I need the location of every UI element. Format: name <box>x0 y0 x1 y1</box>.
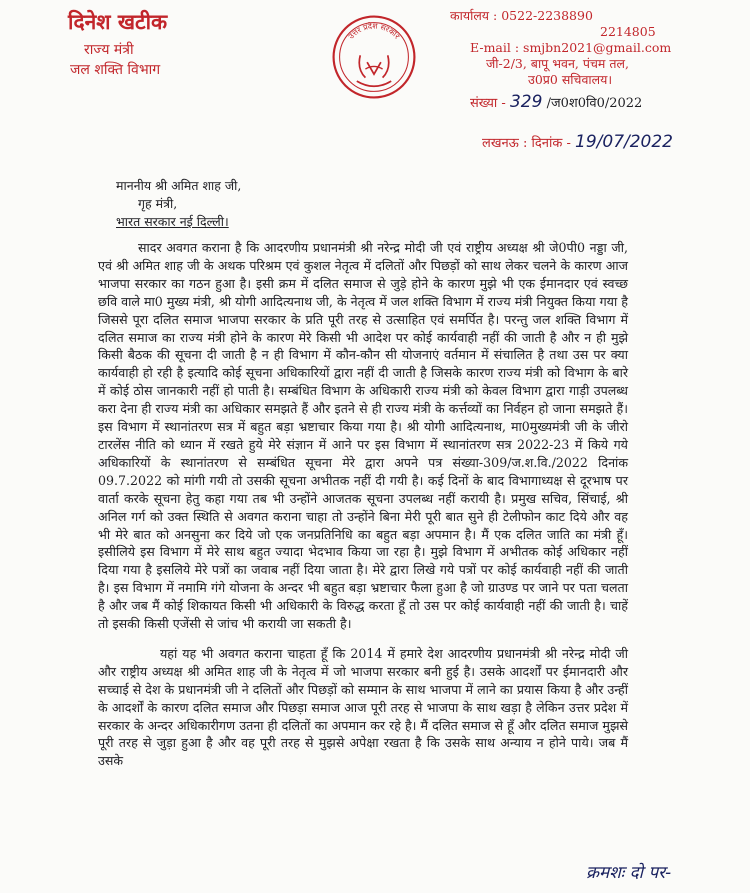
contact-block <box>450 8 742 88</box>
office-phone: कार्यालय : 0522-2238890 <box>450 8 593 23</box>
email: E-mail : smjbn2021@gmail.com <box>470 40 672 55</box>
office-phone-2: 2214805 <box>600 24 656 39</box>
sender-name: दिनेश खटीक <box>68 9 168 34</box>
addressee-line-2: गृह मंत्री, <box>138 196 178 211</box>
letter-date: लखनऊ : दिनांक - 19/07/2022 <box>482 132 673 152</box>
address-line-2: उ0प्र0 सचिवालय। <box>528 72 613 87</box>
svg-text:उत्तर प्रदेश सरकार: उत्तर प्रदेश सरकार <box>346 21 402 41</box>
addressee-line-3: भारत सरकार नई दिल्ली। <box>116 214 229 229</box>
continued-note: क्रमशः दो पर- <box>586 863 672 883</box>
letter-body <box>98 239 628 770</box>
sender-department: जल शक्ति विभाग <box>70 62 161 78</box>
address-line-1: जी-2/3, बापू भवन, पंचम तल, <box>486 56 629 71</box>
state-seal-icon <box>331 14 417 100</box>
addressee-line-1: माननीय श्री अमित शाह जी, <box>116 178 242 193</box>
paragraph-1: सादर अवगत कराना है कि आदरणीय प्रधानमंत्री श्री नरेन्द्र मोदी जी एवं राष्ट्रीय अध्यक्ष श्री जे0पी0 नड्डा जी, एवं श्री अमित शाह जी के अथक परिश्रम एवं कुशल नेतृत्व में दलितों और पिछड़ों को साथ लेकर चलने के कारण आज भाजपा सरकार का गठन हुआ है। इसी क्रम में दलित समाज से जुड़े होने के कारण मुझे भी एक ईमानदार एवं स्वच्छ छवि वाले मा0 मुख्य मंत्री, श्री योगी आदित्यनाथ जी, के नेतृत्व में जल शक्ति विभाग में राज्य मंत्री नियुक्त किया गया है जिससे पूरा दलित समाज भाजपा सरकार के प्रति पूरी तरह से उत्साहित एवं समर्पित है। परन्तु जल शक्ति विभाग में दलित समाज का राज्य मंत्री होने के कारण मेरे किसी भी आदेश पर कोई कार्यवाही नहीं की जाती है और न ही मुझे किसी बैठक की सूचना दी जाती है न ही विभाग में कौन-कौन सी योजनाएं वर्तमान में संचालित है तथा उस पर क्या कार्यवाही हो रही है इत्यादि कोई सूचना अधिकारियों द्वारा नहीं दी जाती है जिसके कारण राज्य मंत्री को विभाग के बारे में कोई ठोस जानकारी नहीं हो पाती है। सम्बंधित विभाग के अधिकारी राज्य मंत्री को केवल विभाग द्वारा गाड़ी उपलब्ध करा देना ही राज्य मंत्री का अधिकार समझते हैं और इतने से ही राज्य मंत्री के कर्त्तव्यों का निर्वहन हो जाना समझते हैं। इस विभाग में स्थानांतरण सत्र में बहुत बड़ा भ्रष्टाचार किया गया है। श्री योगी आदित्यनाथ, मा0मुख्यमंत्री जी के जीरो टारलेंस नीति को ध्यान में रखते हुये मेरे संज्ञान में आने पर इस विभाग में स्थानांतरण सत्र 2022-23 में किये गये अधिकारियों के स्थानांतरण से सम्बंधित सूचना मेरे द्वारा अपने पत्र संख्या-309/ज.श.वि./2022 दिनांक 09.7.2022 को मांगी गयी तो उसकी सूचना अभीतक नहीं दी गयी है। कई दिनों के बाद विभागाध्यक्ष से दूरभाष पर वार्ता करके सूचना हेतु कहा गया तब भी उन्होंने आजतक सूचना उपलब्ध नहीं करायी है। प्रमुख सचिव, सिंचाई, श्री अनिल गर्ग को उक्त स्थिति से अवगत कराना चाहा तो उन्होंने बिना मेरी पूरी बात सुने ही टेलीफोन काट दिये और वह भी मेरे बात को अनसुना कर दिये जो एक जनप्रतिनिधि का बहुत बड़ा अपमान है। मैं एक दलित जाति का मंत्री हूँ। इसीलिये इस विभाग में मेरे साथ बहुत ज्यादा भेदभाव किया जा रहा है। मुझे विभाग में अभीतक कोई अधिकार नहीं दिया गया है इसलिये मेरे पत्रों का जवाब नहीं दिया जाता है। मेरे द्वारा लिखे गये पत्रों पर कोई कार्यवाही नहीं की जाती है। इस विभाग में नमामि गंगे योजना के अन्दर भी बहुत बड़ा भ्रष्टाचार फैला हुआ है जो ग्राउण्ड पर जाने पर पता चलता है और जब मैं कोई शिकायत किसी भी अधिकारी के विरुद्ध करता हूँ तो उस पर कोई कार्यवाही नहीं की जाती है। चाहें तो इसकी किसी एजेंसी से जांच भी करायी जा सकती है। <box>98 240 629 632</box>
sender-rank: राज्य मंत्री <box>84 42 134 58</box>
reference-number: संख्या - 329 /ज0श0वि0/2022 <box>470 92 643 112</box>
paragraph-2: यहां यह भी अवगत कराना चाहता हूँ कि 2014 में हमारे देश आदरणीय प्रधानमंत्री श्री नरेन्द्र मोदी जी और राष्ट्रीय अध्यक्ष श्री अमित शाह जी के नेतृत्व में जो भाजपा सरकार बनी हुई है। उसके आदर्शों पर ईमानदारी और सच्चाई से देश के प्रधानमंत्री जी ने दलितों और पिछड़ों को सम्मान के साथ भाजपा में लाने का प्रयास किया है और उन्हीं के आदर्शों के कारण दलित समाज और पिछड़ा समाज आज पूरी तरह से भाजपा के साथ खड़ा है लेकिन उत्तर प्रदेश में सरकार के अन्दर अधिकारीगण उतना ही दलितों का अपमान कर रहे है। मैं दलित समाज से हूँ और दलित समाज मुझसे पूरी तरह से जुड़ा हुआ है और वह पूरी तरह से मुझसे अपेक्षा रखता है कि उसके साथ अन्याय न होने पाये। जब मैं उसके <box>98 645 628 769</box>
addressee-block <box>116 177 241 231</box>
